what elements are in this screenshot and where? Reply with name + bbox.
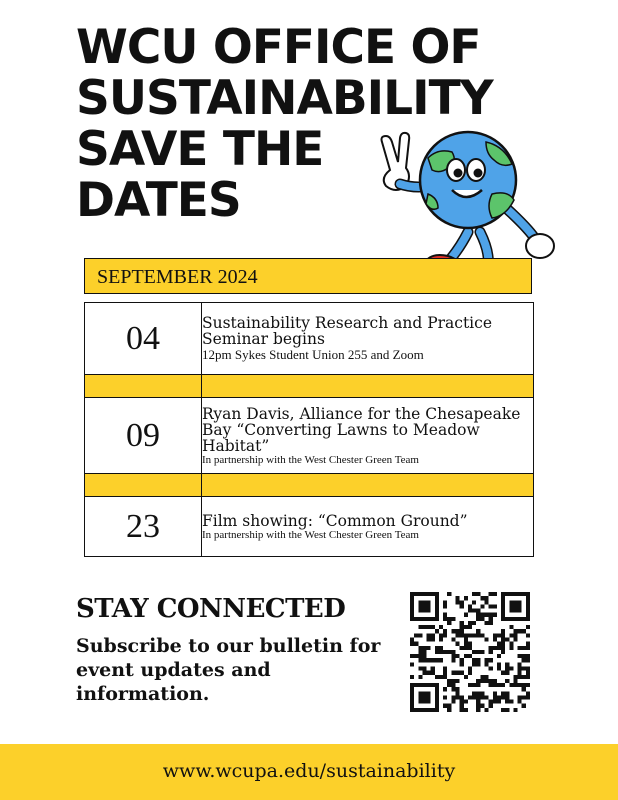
qr-code-icon[interactable] [410, 592, 530, 712]
title-line-4: DATES [76, 173, 241, 228]
spacer-row [85, 375, 534, 398]
event-date: 09 [85, 398, 202, 474]
month-banner [84, 258, 532, 294]
event-note: In partnership with the West Chester Green Team [202, 528, 419, 541]
event-details [202, 497, 534, 557]
events-table [84, 302, 534, 557]
title-line-1: WCU OFFICE OF [76, 20, 481, 75]
title-line-2: SUSTAINABILITY [76, 71, 493, 126]
spacer-row [85, 474, 534, 497]
event-location: 12pm Sykes Student Union 255 and Zoom [202, 347, 424, 362]
footer-bar [0, 744, 618, 800]
event-details [202, 398, 534, 474]
event-title: Film showing: “Common Ground” [202, 511, 468, 530]
event-row [85, 303, 534, 375]
stay-connected-heading: STAY CONNECTED [76, 594, 346, 624]
event-date: 04 [85, 303, 202, 375]
title-line-3: SAVE THE [76, 122, 324, 177]
event-details [202, 303, 534, 375]
event-row [85, 497, 534, 557]
event-title: Ryan Davis, Alliance for the Chesapeake Bay “Converting Lawns to Meadow Habitat” [202, 404, 521, 455]
month-label: SEPTEMBER 2024 [97, 266, 258, 288]
event-title: Sustainability Research and Practice Seminar begins [202, 314, 492, 348]
event-date: 23 [85, 497, 202, 557]
event-row [85, 398, 534, 474]
subscribe-text: Subscribe to our bulletin for event updates and information. [76, 635, 381, 705]
event-note: In partnership with the West Chester Green Team [202, 453, 419, 466]
website-link[interactable]: www.wcupa.edu/sustainability [162, 760, 456, 782]
